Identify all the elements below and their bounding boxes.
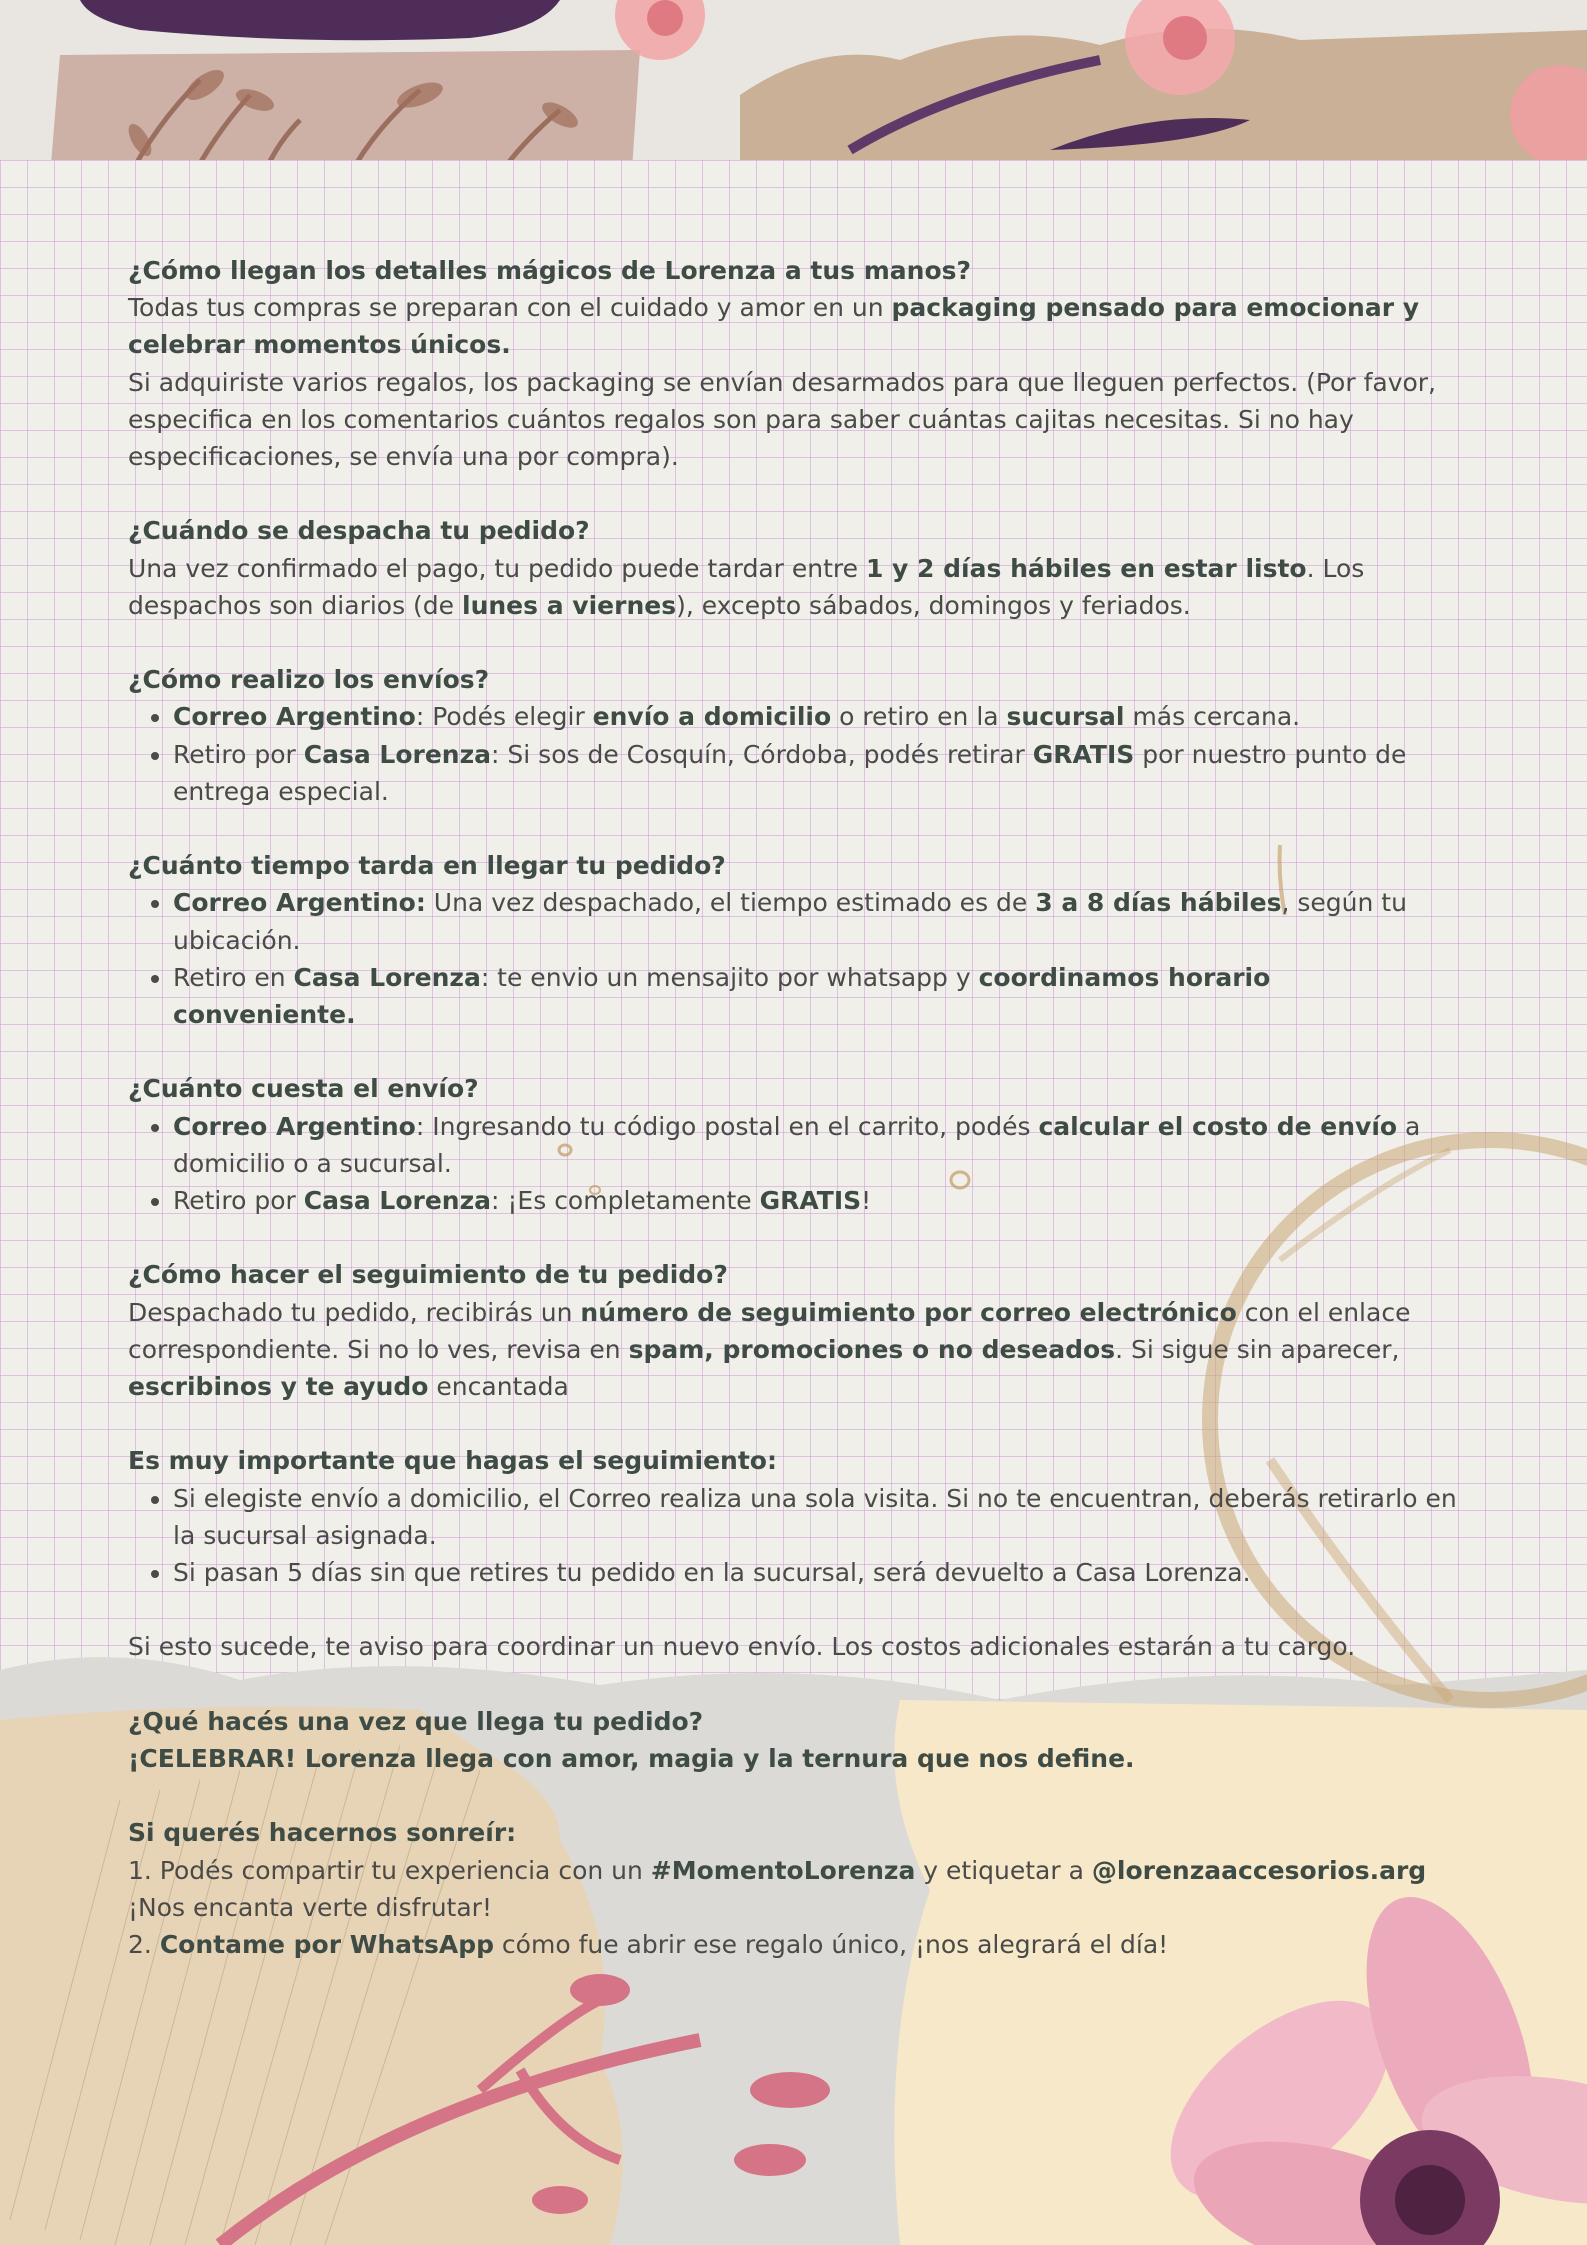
tracking-paragraph: Despachado tu pedido, recibirás un número de seguimiento por correo electrónico con el enlace correspondiente. Si no lo ves, revisa en spam, promociones o no deseados. Si sigue sin aparecer, escribinos y te ayudo encantada <box>128 1297 1411 1402</box>
dispatch-paragraph: Una vez confirmado el pago, tu pedido puede tardar entre 1 y 2 días hábiles en estar listo. Los despachos son diarios (de lunes a viernes), excepto sábados, domingos y feriados. <box>128 553 1365 620</box>
heading-packaging: ¿Cómo llegan los detalles mágicos de Lorenza a tus manos? <box>128 256 972 285</box>
list-item: • Correo Argentino: Una vez despachado, el tiempo estimado es de 3 a 8 días hábiles, según tu ubicación. <box>173 884 1458 958</box>
shipping-info-document <box>128 252 1458 1963</box>
list-item: • Retiro por Casa Lorenza: ¡Es completamente GRATIS! <box>173 1182 1458 1219</box>
smile-line-1: 1. Podés compartir tu experiencia con un #MomentoLorenza y etiquetar a @lorenzaaccesorios.arg ¡Nos encanta verte disfrutar! <box>128 1855 1427 1922</box>
heading-dispatch: ¿Cuándo se despacha tu pedido? <box>128 516 590 546</box>
smile-line-2: 2. Contame por WhatsApp cómo fue abrir ese regalo único, ¡nos alegrará el día! <box>128 1930 1169 1959</box>
heading-shipping: ¿Cómo realizo los envíos? <box>128 665 490 695</box>
list-item: • Retiro en Casa Lorenza: te envio un mensajito por whatsapp y coordinamos horario conveniente. <box>173 959 1458 1033</box>
list-item: • Si pasan 5 días sin que retires tu pedido en la sucursal, será devuelto a Casa Lorenza. <box>173 1554 1458 1591</box>
heading-smile: Si querés hacernos sonreír: <box>128 1818 517 1848</box>
heading-important: Es muy importante que hagas el seguimiento: <box>128 1446 777 1476</box>
important-list <box>128 1480 1458 1592</box>
heading-shipping-cost: ¿Cuánto cuesta el envío? <box>128 1074 479 1104</box>
list-item: • Si elegiste envío a domicilio, el Correo realiza una sola visita. Si no te encuentran, deberás retirarlo en la sucursal asignada. <box>173 1480 1458 1554</box>
arrival-line: ¡CELEBRAR! Lorenza llega con amor, magia y la ternura que nos define. <box>128 1744 1135 1773</box>
list-item: • Correo Argentino: Ingresando tu código postal en el carrito, podés calcular el costo de envío a domicilio o a sucursal. <box>173 1108 1458 1182</box>
heading-tracking: ¿Cómo hacer el seguimiento de tu pedido? <box>128 1260 728 1290</box>
heading-arrival: ¿Qué hacés una vez que llega tu pedido? <box>128 1706 704 1736</box>
list-item: • Retiro por Casa Lorenza: Si sos de Cosquín, Córdoba, podés retirar GRATIS por nuestro punto de entrega especial. <box>173 736 1458 810</box>
packaging-paragraph-2: Si adquiriste varios regalos, los packaging se envían desarmados para que lleguen perfectos. (Por favor, especifica en los comentarios cuántos regalos son para saber cuántas cajitas necesitas. Si no hay especificaciones, se envía una por compra). <box>128 367 1437 472</box>
shipping-list <box>128 698 1458 810</box>
delivery-time-list <box>128 884 1458 1033</box>
heading-delivery-time: ¿Cuánto tiempo tarda en llegar tu pedido? <box>128 851 726 881</box>
shipping-cost-list <box>128 1108 1458 1220</box>
list-item: • Correo Argentino: Podés elegir envío a domicilio o retiro en la sucursal más cercana. <box>173 698 1458 735</box>
packaging-paragraph-1: Todas tus compras se preparan con el cuidado y amor en un packaging pensado para emocionar y celebrar momentos únicos. <box>128 293 1420 360</box>
important-note: Si esto sucede, te aviso para coordinar un nuevo envío. Los costos adicionales estarán a tu cargo. <box>128 1632 1356 1662</box>
